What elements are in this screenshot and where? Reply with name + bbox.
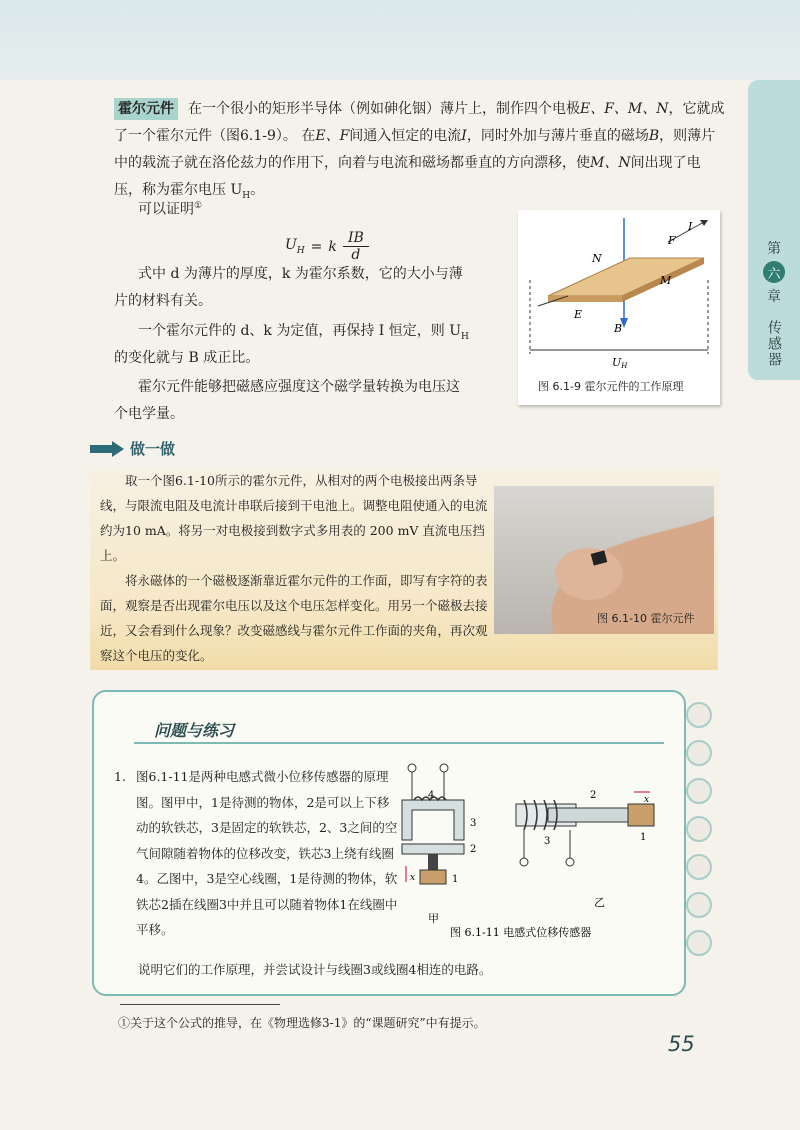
soft-core-two (548, 808, 628, 822)
activity-paragraph-1: 取一个图6.1-10所示的霍尔元件，从相对的两个电极接出两条导线，与限流电阻及电流计串联后接到干电池上。调整电阻使通入的电流约为10 mA。将另一对电极接到数字式多用表的 200 mV 直流电压挡上。 (100, 473, 488, 563)
intro-text-b: E、F、M、N (580, 101, 669, 117)
explain-line-6: 个电学量。 (114, 406, 184, 422)
explain-line-1: 式中 d 为薄片的厚度，k 为霍尔系数，它的大小与薄 (138, 266, 463, 282)
left-label-4: 4 (428, 790, 435, 801)
exercises-title: 问题与练习 (154, 721, 235, 740)
right-label-3: 3 (544, 836, 551, 847)
sensor-diagrams (398, 760, 678, 950)
connector-rod (428, 854, 438, 870)
explain-line-3-text: 一个霍尔元件的 d、k 为定值，再保持 I 恒定，则 U (138, 323, 462, 339)
intro-sub: H (242, 190, 251, 201)
hall-element-photo (494, 486, 714, 634)
formula-eq: = (310, 238, 323, 255)
footnote: ①关于这个公式的推导，在《物理选修3-1》的“课题研究”中有提示。 (118, 1016, 486, 1030)
explain-line-4: 的变化就与 B 成正比。 (114, 350, 260, 366)
formula-fraction (343, 230, 369, 263)
terminal-icon (408, 764, 416, 772)
object-one (420, 870, 446, 884)
left-figure-label: 甲 (428, 912, 439, 925)
proof-text: 可以证明 (138, 201, 194, 218)
object-right (628, 804, 654, 826)
formula-denominator: d (351, 247, 361, 263)
explain-line-2: 片的材料有关。 (114, 293, 212, 309)
figure-hall-principle (518, 210, 720, 405)
terminal-icon (440, 764, 448, 772)
activity-title (90, 438, 175, 459)
intro-text-a: 在一个很小的矩形半导体（例如砷化铟）薄片上，制作四个电极 (188, 101, 580, 117)
arrow-icon (90, 441, 124, 457)
intro-text-c: ，它就成了一个霍尔元件（图6.1-9）。 在 (114, 101, 725, 144)
question-last-line: 说明它们的工作原理，并尝试设计与线圈3或线圈4相连的电路。 (138, 962, 492, 977)
intro-text-i: ，则薄片中的载流子就在洛伦兹力的作用下，向着与电流和磁场都垂直的方向漂移，使 (114, 128, 716, 171)
chapter-tab (748, 80, 800, 380)
left-label-2: 2 (470, 844, 477, 855)
intro-text-h: B (648, 128, 660, 144)
intro-end: 。 (250, 182, 265, 198)
left-label-1: 1 (452, 874, 459, 885)
activity-paragraph-2: 将永磁体的一个磁极逐渐靠近霍尔元件的工作面，即写有字符的表面，观察是否出现霍尔电压以及这个电压怎样变化。用另一个磁极去接近，又会看到什么现象？改变磁感线与霍尔元件工作面的夹角，再次观察这个电压的变化。 (100, 573, 488, 663)
top-band (0, 0, 800, 80)
label-e: E (574, 308, 583, 321)
explain-line-3-sub: H (461, 331, 469, 342)
proof-line (138, 193, 202, 224)
terminal-icon (520, 858, 528, 866)
binder-ring (686, 854, 712, 880)
question-number: 1. (114, 769, 126, 784)
explain-line-5: 霍尔元件能够把磁感应强度这个磁学量转换为电压这 (138, 379, 460, 395)
intro-paragraph (114, 96, 726, 210)
chapter-suffix: 章 (767, 289, 781, 305)
chapter-prefix: 第 (767, 241, 781, 257)
page-number: 55 (668, 1032, 695, 1056)
right-label-1: 1 (640, 832, 647, 843)
binder-ring (686, 702, 712, 728)
exercises-rule (134, 742, 664, 744)
photo-caption: 图 6.1-10 霍尔元件 (597, 612, 695, 625)
label-f: F (668, 234, 676, 247)
fingertip (555, 548, 623, 600)
intro-text-g: ，同时外加与薄片垂直的磁场 (466, 128, 649, 144)
figure2-caption: 图 6.1-11 电感式位移传感器 (450, 926, 592, 939)
binder-ring (686, 816, 712, 842)
activity-title-text: 做一做 (130, 440, 176, 458)
label-m: M (660, 274, 672, 287)
right-figure-label: 乙 (594, 896, 605, 909)
formula-k: k (328, 238, 337, 255)
intro-text-k: 间出现了电压，称为霍尔电压 U (114, 155, 701, 198)
question-text: 图6.1-11是两种电感式微小位移传感器的原理图。图甲中，1是待测的物体，2是可以上下移动的软铁芯，3是固定的软铁芯，2、3之间的空气间隙随着物体的位移改变，铁芯3上绕有线圈4。乙图中，3是空心线圈，1是待测的物体，软铁芯2插在线圈3中并且可以随着物体1在线圈中平移。 (136, 769, 398, 937)
binder-ring (686, 892, 712, 918)
fixed-core (402, 800, 464, 840)
intro-text-e: 间通入恒定的电流 (349, 128, 462, 144)
hall-formula (285, 230, 369, 263)
formula-lhs: U (285, 237, 297, 254)
label-n: N (592, 252, 602, 265)
label-u: UH (612, 356, 628, 370)
chapter-name: 传感器 (766, 320, 782, 368)
label-i: I (688, 220, 693, 233)
intro-text-d: E、F (315, 128, 350, 144)
binder-ring (686, 930, 712, 956)
intro-text-j: M、N (590, 155, 631, 171)
intro-text-f: I (461, 128, 467, 144)
footnote-mark: ① (194, 201, 203, 211)
figure1-caption: 图 6.1-9 霍尔元件的工作原理 (538, 380, 684, 393)
figure-inductive-sensor (398, 760, 678, 950)
label-b: B (614, 322, 623, 335)
formula-numerator: IB (347, 230, 364, 246)
binder-ring (686, 740, 712, 766)
term-label: 霍尔元件 (114, 98, 178, 120)
activity-text (100, 468, 490, 668)
left-label-x: x (410, 873, 416, 883)
right-label-2: 2 (590, 790, 597, 801)
movable-core (402, 844, 464, 854)
binder-ring (686, 778, 712, 804)
hall-diagram (518, 210, 720, 375)
left-label-3: 3 (470, 818, 477, 829)
right-label-x: x (644, 795, 650, 805)
chapter-number: 六 (763, 261, 785, 283)
footnote-rule (120, 1004, 280, 1005)
hall-plate (548, 258, 704, 296)
terminal-icon (566, 858, 574, 866)
formula-lhs-sub: H (296, 245, 305, 256)
